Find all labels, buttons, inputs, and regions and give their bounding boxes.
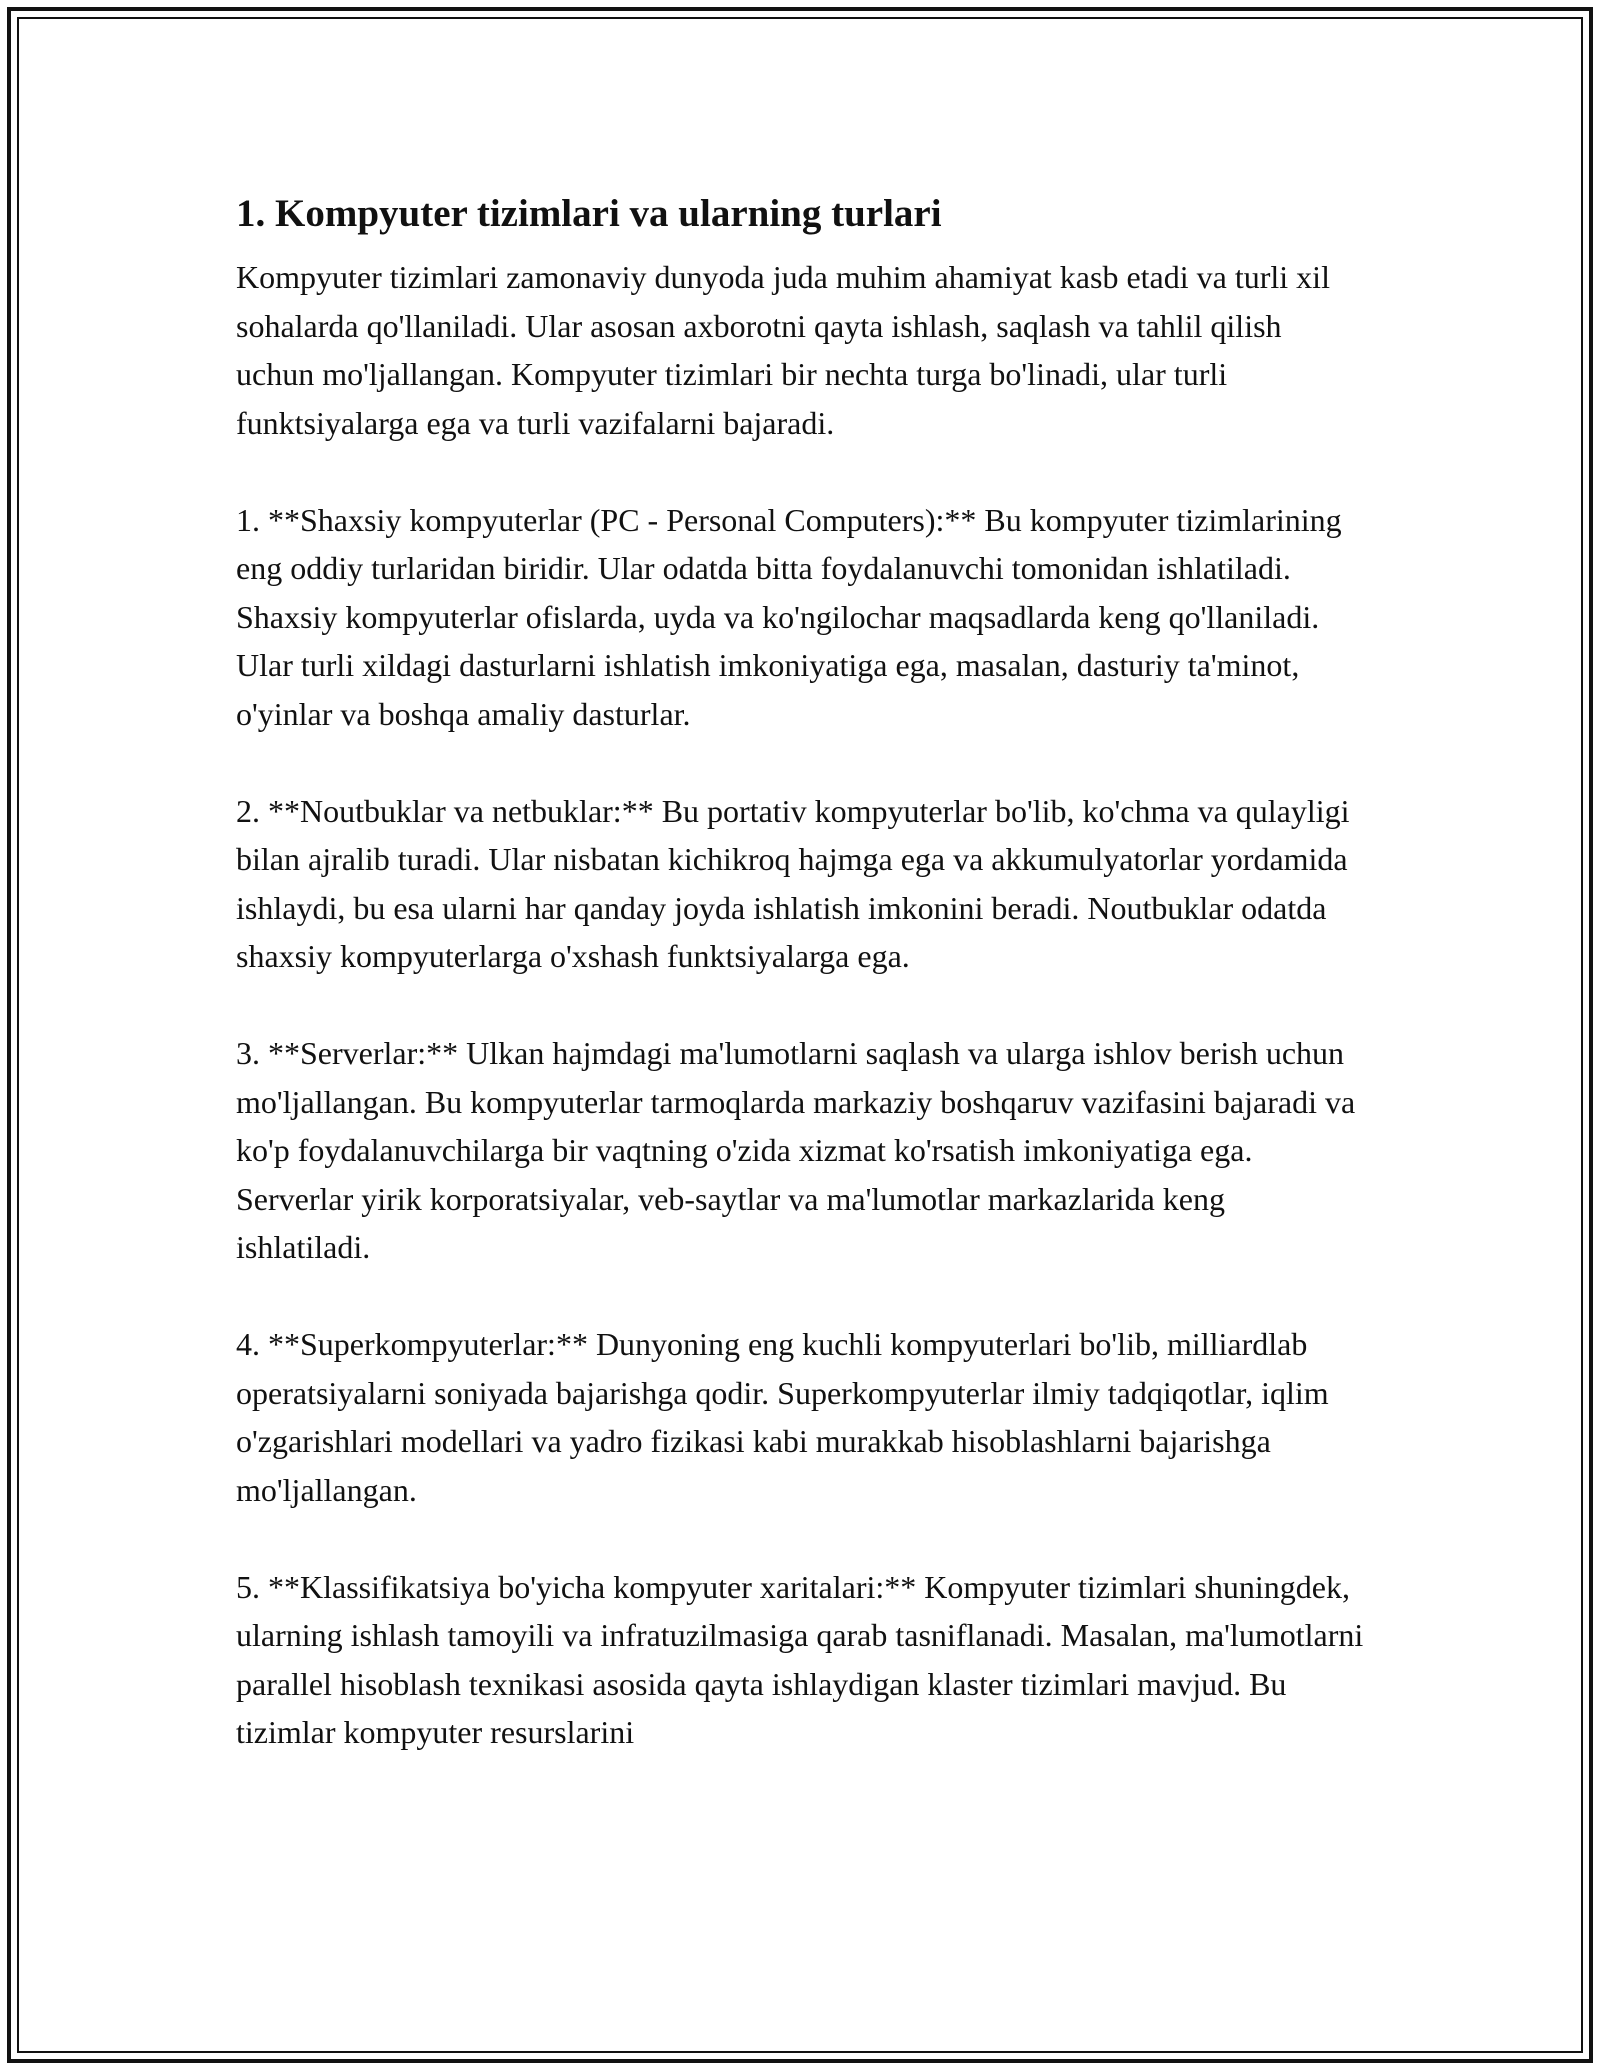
paragraph-servers: 3. **Serverlar:** Ulkan hajmdagi ma'lumotlarni saqlash va ularga ishlov berish uchun mo'ljallangan. Bu kompyuterlar tarmoqlarda markaziy boshqaruv vazifasini bajaradi va ko'p foydalanuvchilarga bir vaqtning o'zida xizmat ko'rsatish imkoniyatiga ega. Serverlar yirik korporatsiyalar, veb-saytlar va ma'lumotlar markazlarida keng ishlatiladi. [236, 1035, 1356, 1265]
paragraph-classification: 5. **Klassifikatsiya bo'yicha kompyuter xaritalari:** Kompyuter tizimlari shuningdek, ularning ishlash tamoyili va infratuzilmasiga qarab tasniflanadi. Masalan, ma'lumotlarni parallel hisoblash texnikasi asosida qayta ishlaydigan klaster tizimlari mavjud. Bu tizimlar kompyuter resurslarini [236, 1568, 1364, 1750]
paragraph-laptops-netbooks: 2. **Noutbuklar va netbuklar:** Bu portativ kompyuterlar bo'lib, ko'chma va qulayligi bilan ajralib turadi. Ular nisbatan kichikroq hajmga ega va akkumulyatorlar yordamida ishlaydi, bu esa ularni har qanday joyda ishlatish imkonini beradi. Noutbuklar odatda shaxsiy kompyuterlarga o'xshash funktsiyalarga ega. [236, 792, 1350, 974]
paragraph-personal-computers: 1. **Shaxsiy kompyuterlar (PC - Personal Computers):** Bu kompyuter tizimlarining eng oddiy turlaridan biridir. Ular odatda bitta foydalanuvchi tomonidan ishlatiladi. Shaxsiy kompyuterlar ofislarda, uyda va ko'ngilochar maqsadlarda keng qo'llaniladi. Ular turli xildagi dasturlarni ishlatish imkoniyatiga ega, masalan, dasturiy ta'minot, o'yinlar va boshqa amaliy dasturlar. [236, 501, 1342, 732]
document-title: 1. Kompyuter tizimlari va ularning turlari [236, 192, 942, 235]
document-body [236, 185, 1364, 1757]
paragraph-intro: Kompyuter tizimlari zamonaviy dunyoda juda muhim ahamiyat kasb etadi va turli xil sohalarda qo'llaniladi. Ular asosan axborotni qayta ishlash, saqlash va tahlil qilish uchun mo'ljallangan. Kompyuter tizimlari bir nechta turga bo'linadi, ular turli funktsiyalarga ega va turli vazifalarni bajaradi. [236, 259, 1330, 441]
paragraph-supercomputers: 4. **Superkompyuterlar:** Dunyoning eng kuchli kompyuterlari bo'lib, milliardlab operatsiyalarni soniyada bajarishga qodir. Superkompyuterlar ilmiy tadqiqotlar, iqlim o'zgarishlari modellari va yadro fizikasi kabi murakkab hisoblashlarni bajarishga mo'ljallangan. [236, 1326, 1329, 1508]
